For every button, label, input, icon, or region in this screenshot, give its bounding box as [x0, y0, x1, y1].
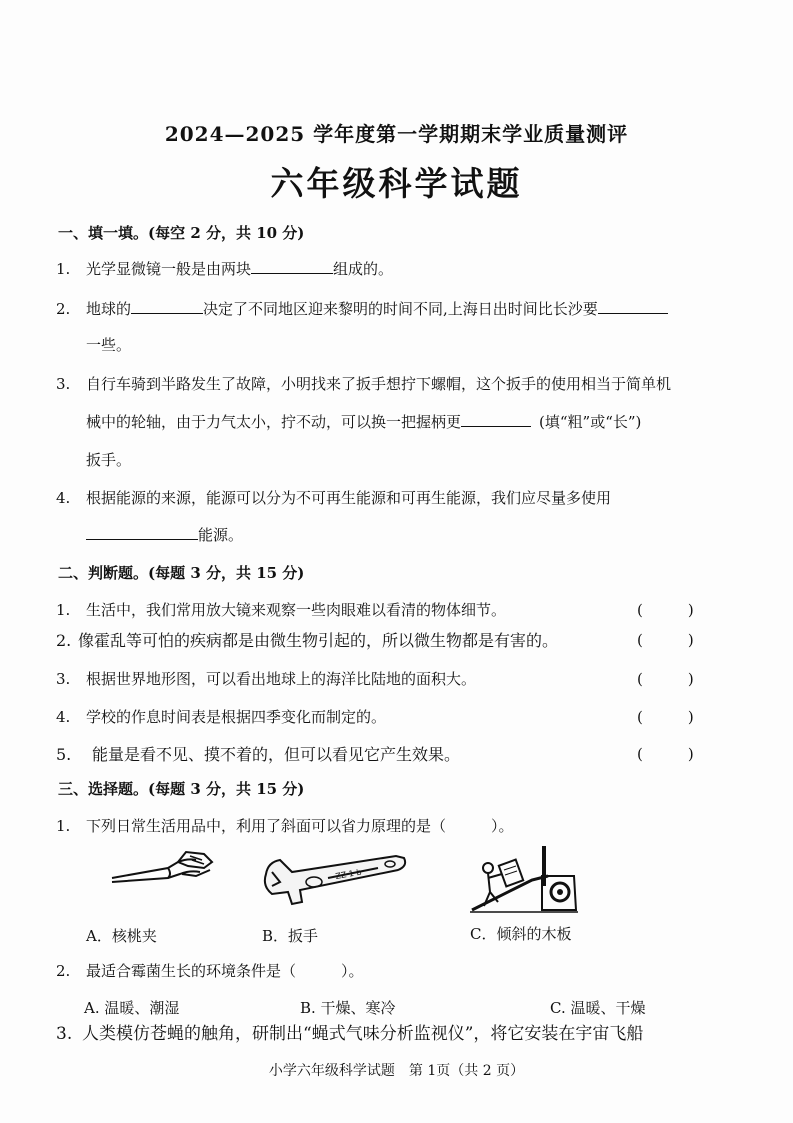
question-text: 能量是看不见、摸不着的，但可以看见它产生效果。	[92, 745, 461, 764]
question-number: 1.	[56, 817, 71, 835]
s2-question-3	[56, 668, 476, 689]
s3-q1-option-b[interactable]: B．扳手	[262, 927, 319, 945]
question-text: 下列日常生活用品中，利用了斜面可以省力原理的是（ ）。	[86, 817, 514, 835]
s2-question-1	[56, 599, 506, 620]
s3-q2-option-b[interactable]: B. 干燥、寒冷	[300, 999, 396, 1017]
question-number: 3.	[56, 375, 71, 393]
question-number: 1.	[56, 260, 71, 278]
page-footer: 小学六年级科学试题 第 1页（共 2 页）	[268, 1063, 525, 1079]
question-number: 3.	[56, 670, 71, 688]
answer-blank[interactable]	[251, 259, 333, 274]
s1-question-3-line1	[56, 373, 671, 394]
section-1-heading: 一、填一填。(每空 2 分，共 10 分)	[58, 224, 305, 242]
s1-question-2	[56, 298, 668, 319]
s3-q1-option-a[interactable]: A．核桃夹	[86, 927, 157, 945]
s2-question-2	[56, 628, 558, 651]
svg-text:ZZ 1 b: ZZ 1 b	[334, 867, 363, 881]
question-text: 自行车骑到半路发生了故障，小明找来了扳手想拧下螺帽，这个扳手的使用相当于简单机	[86, 375, 672, 393]
s3-question-1	[56, 815, 514, 836]
question-text: 械中的轮轴，由于力气太小，拧不动，可以换一把握柄更	[86, 413, 462, 431]
question-number: 4.	[56, 708, 71, 726]
question-text: 能源。	[198, 526, 244, 544]
s2-question-5	[56, 742, 460, 765]
s3-question-3	[56, 1019, 643, 1044]
question-text: 光学显微镜一般是由两块	[86, 260, 252, 278]
question-text: 学校的作息时间表是根据四季变化而制定的。	[86, 708, 387, 726]
question-number: 5.	[56, 745, 72, 764]
inclined-plank-icon	[468, 840, 586, 916]
question-number: 3.	[56, 1024, 73, 1044]
question-text: 根据世界地形图，可以看出地球上的海洋比陆地的面积大。	[86, 670, 477, 688]
answer-blank[interactable]	[461, 412, 531, 427]
s1-question-4-line2	[86, 524, 243, 545]
s3-q1-option-c[interactable]: C．倾斜的木板	[470, 925, 572, 943]
s1-question-3-line2	[86, 411, 641, 432]
answer-parentheses[interactable]: ( )	[637, 601, 694, 619]
answer-parentheses[interactable]: ( )	[637, 708, 694, 726]
s1-question-1	[56, 258, 393, 279]
answer-parentheses[interactable]: ( )	[637, 631, 694, 649]
question-text: 生活中，我们常用放大镜来观察一些肉眼难以看清的物体细节。	[86, 601, 507, 619]
answer-parentheses[interactable]: ( )	[637, 670, 694, 688]
answer-blank[interactable]	[598, 299, 668, 314]
question-number: 1.	[56, 601, 71, 619]
question-number: 2.	[56, 962, 71, 980]
nutcracker-icon	[108, 848, 218, 900]
s3-q2-option-c[interactable]: C. 温暖、干燥	[550, 999, 646, 1017]
question-number: 4.	[56, 489, 71, 507]
s1-question-4-line1	[56, 487, 611, 508]
answer-blank[interactable]	[86, 525, 198, 540]
s3-question-2	[56, 960, 364, 981]
exam-title: 六年级科学试题	[270, 164, 523, 203]
question-text: 根据能源的来源，能源可以分为不可再生能源和可再生能源，我们应尽量多使用	[86, 489, 612, 507]
question-text: 地球的	[86, 300, 132, 318]
answer-parentheses[interactable]: ( )	[637, 745, 694, 763]
answer-blank[interactable]	[131, 299, 203, 314]
section-3-heading: 三、选择题。(每题 3 分，共 15 分)	[58, 780, 305, 798]
question-text: 组成的。	[333, 260, 394, 278]
s1-question-3-line3: 扳手。	[86, 451, 132, 469]
s3-q2-option-a[interactable]: A. 温暖、潮湿	[84, 999, 180, 1017]
question-number: 2.	[56, 631, 72, 650]
question-hint: (填“粗”或“长”)	[539, 413, 642, 431]
question-text: 决定了不同地区迎来黎明的时间不同,上海日出时间比长沙要	[203, 300, 598, 318]
exam-subtitle: 2024—2025 学年度第一学期期末学业质量测评	[164, 122, 629, 146]
wrench-icon	[258, 852, 410, 914]
question-text: 人类模仿苍蝇的触角，研制出“蝇式气味分析监视仪”，将它安装在宇宙飞船	[82, 1024, 644, 1044]
question-text: 像霍乱等可怕的疾病都是由微生物引起的，所以微生物都是有害的。	[78, 631, 559, 650]
question-text: 最适合霉菌生长的环境条件是（ ）。	[86, 962, 364, 980]
s1-question-2-cont: 一些。	[86, 336, 132, 354]
question-number: 2.	[56, 300, 71, 318]
s2-question-4	[56, 706, 386, 727]
section-2-heading: 二、判断题。(每题 3 分，共 15 分)	[58, 564, 305, 582]
